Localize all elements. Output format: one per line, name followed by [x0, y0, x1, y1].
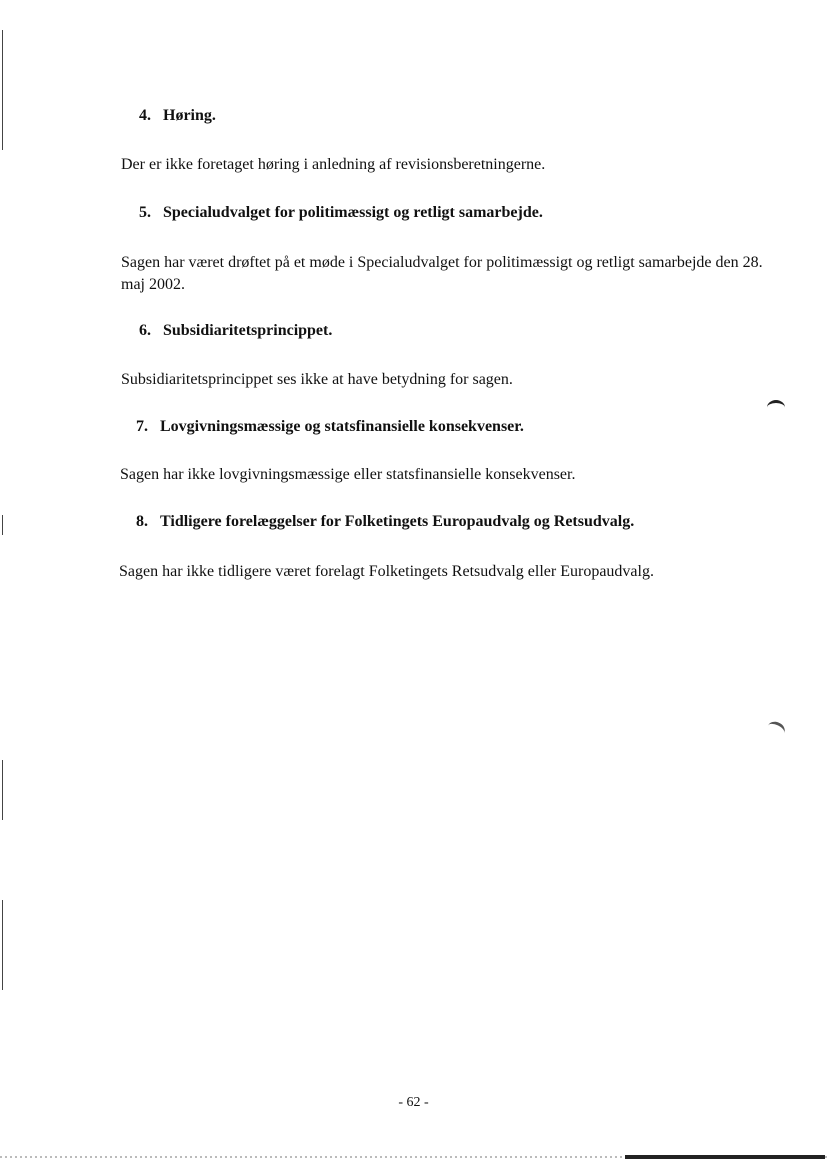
scan-edge-mark: [2, 900, 3, 990]
section-body: Der er ikke foretaget høring i anledning af revisionsberetningerne.: [121, 156, 546, 173]
scan-edge-mark: [2, 515, 3, 535]
scan-edge-mark: [2, 30, 3, 150]
scan-edge-mark: [2, 760, 3, 820]
punch-hole-mark: [767, 400, 785, 415]
scan-bottom-edge-dark: [625, 1155, 825, 1159]
section-number: 4.: [139, 107, 151, 124]
section-title: Specialudvalget for politimæssigt og retligt samarbejde.: [163, 204, 543, 221]
section-number: 8.: [136, 513, 148, 530]
section-title: Subsidiaritetsprincippet.: [163, 322, 333, 339]
section-body: Subsidiaritetsprincippet ses ikke at have betydning for sagen.: [121, 371, 513, 388]
section-number: 6.: [139, 322, 151, 339]
section-heading: [136, 417, 524, 437]
section-body: Sagen har været drøftet på et møde i Specialudvalget for politimæssigt og retligt samarbejde den 28. maj 2002.: [121, 254, 763, 293]
section-body: Sagen har ikke lovgivningsmæssige eller statsfinansielle konsekvenser.: [120, 466, 576, 483]
section-heading: [139, 203, 543, 223]
section-title: Lovgivningsmæssige og statsfinansielle konsekvenser.: [160, 418, 524, 435]
section-heading: [139, 321, 332, 341]
section-number: 5.: [139, 204, 151, 221]
section-heading: [136, 512, 634, 532]
section-title: Høring.: [163, 107, 216, 124]
page-number: - 62 -: [398, 1095, 429, 1110]
section-title: Tidligere forelæggelser for Folketingets Europaudvalg og Retsudvalg.: [160, 513, 635, 530]
section-body: Sagen har ikke tidligere været forelagt Folketingets Retsudvalg eller Europaudvalg.: [119, 563, 654, 580]
punch-hole-mark: [765, 719, 788, 740]
section-heading: [139, 106, 216, 126]
section-number: 7.: [136, 418, 148, 435]
